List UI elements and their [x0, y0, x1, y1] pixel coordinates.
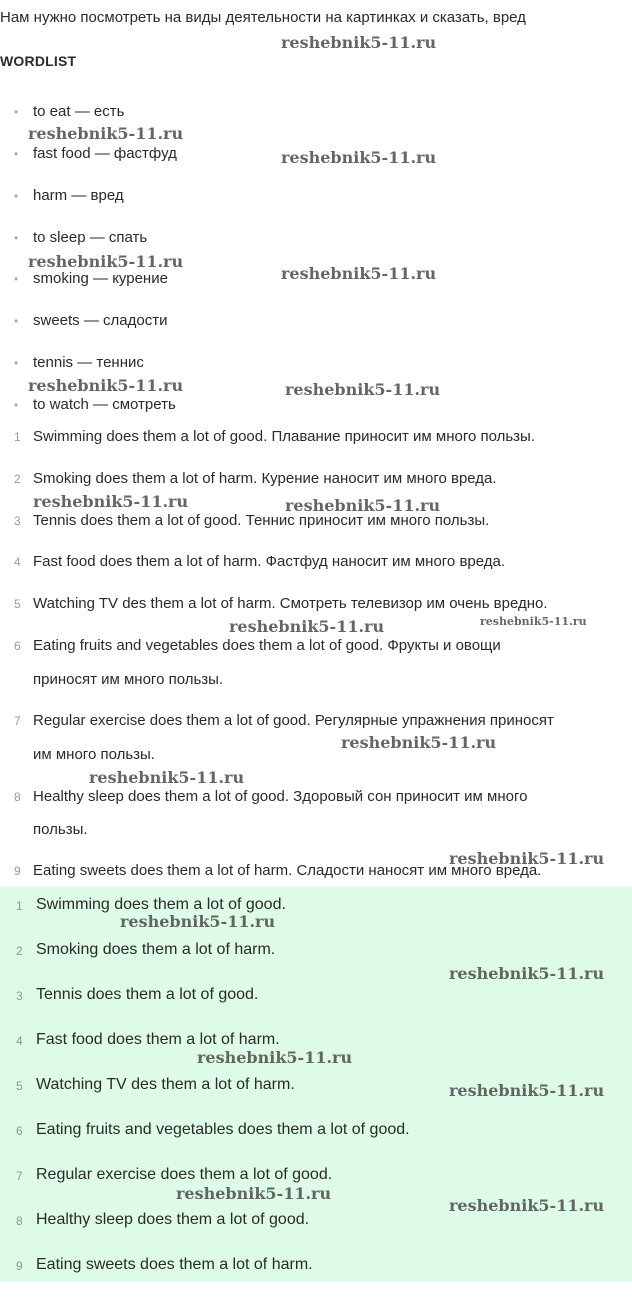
- watermark: reshebnik5-11.ru: [28, 124, 184, 143]
- bullet-icon: •: [14, 314, 19, 328]
- watermark: reshebnik5-11.ru: [449, 964, 605, 983]
- answer-number: 4: [16, 1034, 23, 1048]
- answer-line: пользы.: [33, 821, 88, 838]
- answer-line: Tennis does them a lot of good.: [36, 986, 259, 1003]
- watermark: reshebnik5-11.ru: [89, 768, 245, 787]
- answer-line: Fast food does them a lot of harm.: [36, 1031, 280, 1048]
- watermark: reshebnik5-11.ru: [281, 148, 437, 167]
- answer-number: 4: [14, 555, 21, 569]
- answer-line: Fast food does them a lot of harm. Фастфуд наносит им много вреда.: [33, 553, 506, 570]
- watermark: reshebnik5-11.ru: [449, 1081, 605, 1100]
- bullet-icon: •: [14, 398, 19, 412]
- watermark: reshebnik5-11.ru: [480, 615, 587, 628]
- answer-number: 8: [14, 790, 21, 804]
- answer-number: 8: [16, 1214, 23, 1228]
- answer-line: приносят им много пользы.: [33, 671, 224, 688]
- answer-number: 1: [16, 899, 23, 913]
- bullet-icon: •: [14, 147, 19, 161]
- answer-line: Swimming does them a lot of good.: [36, 896, 286, 913]
- answer-line: Eating sweets does them a lot of harm. Сладости наносят им много вреда.: [33, 862, 542, 879]
- answer-number: 2: [14, 472, 21, 486]
- watermark: reshebnik5-11.ru: [285, 380, 441, 399]
- wordlist-item: • to eat — есть: [14, 103, 125, 120]
- watermark: reshebnik5-11.ru: [285, 496, 441, 515]
- watermark: reshebnik5-11.ru: [120, 912, 276, 931]
- intro-text: Нам нужно посмотреть на виды деятельности на картинках и сказать, вред: [0, 9, 526, 26]
- watermark: reshebnik5-11.ru: [281, 264, 437, 283]
- answer-line: Smoking does them a lot of harm. Курение наносит им много вреда.: [33, 470, 497, 487]
- answer-line: Tennis does them a lot of good. Теннис приносит им много пользы.: [33, 512, 490, 529]
- answer-number: 1: [14, 430, 21, 444]
- answer-line: Watching TV des them a lot of harm.: [36, 1076, 295, 1093]
- answer-line: Regular exercise does them a lot of good.: [36, 1166, 333, 1183]
- bullet-icon: •: [14, 231, 19, 245]
- answer-line: Healthy sleep does them a lot of good. Здоровый сон приносит им много: [33, 788, 528, 805]
- wordlist-item: • to sleep — спать: [14, 229, 148, 246]
- answer-number: 5: [16, 1079, 23, 1093]
- answer-number: 9: [16, 1259, 23, 1273]
- answer-number: 3: [14, 514, 21, 528]
- answer-number: 2: [16, 944, 23, 958]
- answer-line: Regular exercise does them a lot of good. Регулярные упражнения приносят: [33, 712, 554, 729]
- wordlist-item: • fast food — фастфуд: [14, 145, 177, 162]
- answer-line: Watching TV des them a lot of harm. Смотреть телевизор им очень вредно.: [33, 595, 548, 612]
- watermark: reshebnik5-11.ru: [229, 617, 385, 636]
- watermark: reshebnik5-11.ru: [33, 492, 189, 511]
- watermark: reshebnik5-11.ru: [449, 1196, 605, 1215]
- answer-number: 3: [16, 989, 23, 1003]
- answer-line: Eating fruits and vegetables does them a lot of good.: [36, 1121, 410, 1138]
- watermark: reshebnik5-11.ru: [449, 849, 605, 868]
- answer-line: Eating sweets does them a lot of harm.: [36, 1256, 313, 1273]
- answer-line: Smoking does them a lot of harm.: [36, 941, 276, 958]
- answer-line: Eating fruits and vegetables does them a lot of good. Фрукты и овощи: [33, 637, 501, 654]
- watermark: reshebnik5-11.ru: [197, 1048, 353, 1067]
- answer-number: 9: [14, 864, 21, 878]
- answer-number: 7: [14, 714, 21, 728]
- wordlist-item: • sweets — сладости: [14, 312, 168, 329]
- wordlist-item: • smoking — курение: [14, 270, 168, 287]
- watermark: reshebnik5-11.ru: [176, 1184, 332, 1203]
- bullet-icon: •: [14, 356, 19, 370]
- wordlist-heading: WORDLIST: [0, 53, 77, 69]
- bullet-icon: •: [14, 272, 19, 286]
- wordlist-item: • to watch — смотреть: [14, 396, 176, 413]
- wordlist-item: • tennis — теннис: [14, 354, 144, 371]
- answer-line: им много пользы.: [33, 746, 155, 763]
- wordlist-item: • harm — вред: [14, 187, 124, 204]
- answer-number: 5: [14, 597, 21, 611]
- answer-line: Swimming does them a lot of good. Плавание приносит им много пользы.: [33, 428, 536, 445]
- answer-number: 6: [16, 1124, 23, 1138]
- answer-line: Healthy sleep does them a lot of good.: [36, 1211, 310, 1228]
- watermark: reshebnik5-11.ru: [341, 733, 497, 752]
- answer-number: 7: [16, 1169, 23, 1183]
- bullet-icon: •: [14, 105, 19, 119]
- bullet-icon: •: [14, 189, 19, 203]
- watermark: reshebnik5-11.ru: [28, 252, 184, 271]
- watermark: reshebnik5-11.ru: [281, 33, 437, 52]
- watermark: reshebnik5-11.ru: [28, 376, 184, 395]
- answer-number: 6: [14, 639, 21, 653]
